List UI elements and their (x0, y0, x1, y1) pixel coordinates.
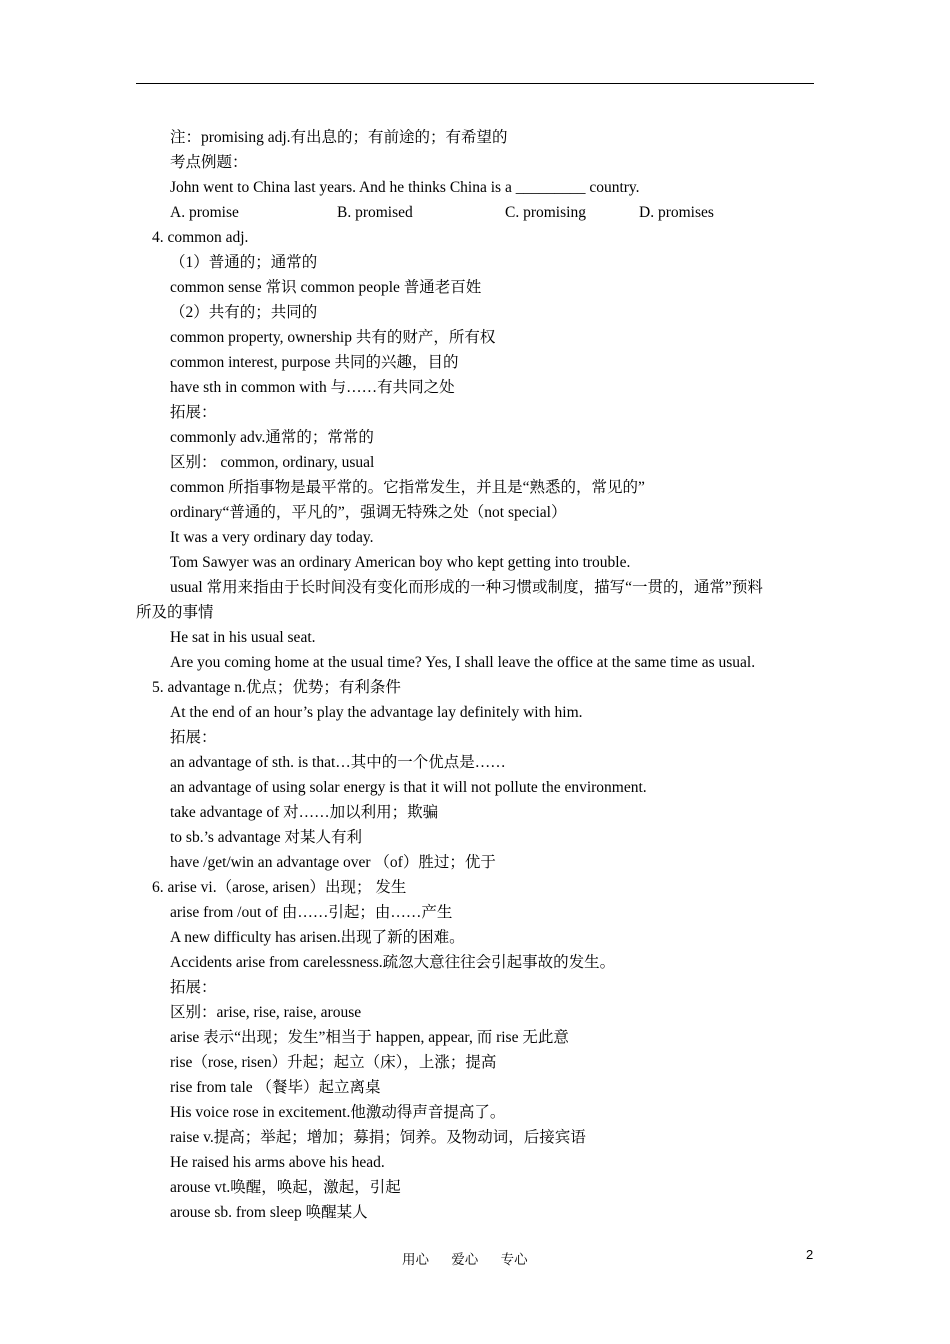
text-line: to sb.’s advantage 对某人有利 (170, 829, 363, 846)
text-line: arouse vt.唤醒，唤起，激起，引起 (170, 1179, 401, 1196)
text-line: raise v.提高；举起；增加；募捐；饲养。及物动词，后接宾语 (170, 1129, 586, 1146)
text-line: common sense 常识 common people 普通老百姓 (170, 279, 482, 296)
entry-heading-advantage: 5. advantage n.优点；优势；有利条件 (152, 679, 401, 696)
header-rule (136, 83, 814, 84)
example-sentence: He raised his arms above his head. (170, 1154, 385, 1171)
note-promising: 注：promising adj.有出息的；有前途的；有希望的 (170, 129, 508, 146)
text-line: （1）普通的；通常的 (170, 254, 318, 271)
text-line: common property, ownership 共有的财产，所有权 (170, 329, 496, 346)
example-sentence: He sat in his usual seat. (170, 629, 316, 646)
extension-heading: 拓展： (170, 979, 217, 996)
text-line: have /get/win an advantage over （of）胜过；优于 (170, 854, 496, 871)
extension-heading: 拓展： (170, 404, 217, 421)
text-line: arise 表示“出现；发生”相当于 happen, appear, 而 rise 无此意 (170, 1029, 569, 1046)
extension-heading: 拓展： (170, 729, 217, 746)
option-c: C. promising (505, 204, 586, 221)
exam-example-heading: 考点例题： (170, 154, 248, 171)
text-line: usual 常用来指由于长时间没有变化而形成的一种习惯或制度，描写“一贯的，通常”预料 (170, 579, 763, 596)
text-line: have sth in common with 与……有共同之处 (170, 379, 455, 396)
example-sentence: His voice rose in excitement.他激动得声音提高了。 (170, 1104, 506, 1121)
text-line: arise from /out of 由……引起；由……产生 (170, 904, 453, 921)
exam-question: John went to China last years. And he thinks China is a _________ country. (170, 179, 640, 196)
text-line-continued: 所及的事情 (136, 604, 214, 621)
text-line: common 所指事物是最平常的。它指常发生，并且是“熟悉的，常见的” (170, 479, 645, 496)
page-number: 2 (806, 1247, 814, 1262)
text-line: rise from tale （餐毕）起立离桌 (170, 1079, 381, 1096)
footer-motto: 用心 爱心 专心 (402, 1252, 528, 1268)
entry-heading-common: 4. common adj. (152, 229, 249, 246)
example-sentence: Accidents arise from carelessness.疏忽大意往往会引起事故的发生。 (170, 954, 616, 971)
text-line: ordinary“普通的，平凡的”，强调无特殊之处（not special） (170, 504, 567, 521)
text-line: common interest, purpose 共同的兴趣，目的 (170, 354, 459, 371)
option-b: B. promised (337, 204, 413, 221)
example-sentence: Are you coming home at the usual time? Yes, I shall leave the office at the same time as usual. (170, 654, 756, 671)
example-sentence: Tom Sawyer was an ordinary American boy who kept getting into trouble. (170, 554, 631, 571)
text-line: rise（rose, risen）升起；起立（床），上涨；提高 (170, 1054, 497, 1071)
text-line: an advantage of sth. is that…其中的一个优点是…… (170, 754, 506, 771)
option-d: D. promises (639, 204, 714, 221)
text-line: 区别： common, ordinary, usual (170, 454, 375, 471)
text-line: 区别：arise, rise, raise, arouse (170, 1004, 362, 1021)
text-line: commonly adv.通常的；常常的 (170, 429, 374, 446)
example-sentence: an advantage of using solar energy is that it will not pollute the environment. (170, 779, 647, 796)
example-sentence: It was a very ordinary day today. (170, 529, 374, 546)
text-line: （2）共有的；共同的 (170, 304, 318, 321)
entry-heading-arise: 6. arise vi.（arose, arisen）出现； 发生 (152, 879, 407, 896)
option-a: A. promise (170, 204, 239, 221)
text-line: arouse sb. from sleep 唤醒某人 (170, 1204, 368, 1221)
text-line: take advantage of 对……加以利用；欺骗 (170, 804, 439, 821)
example-sentence: At the end of an hour’s play the advantage lay definitely with him. (170, 704, 583, 721)
example-sentence: A new difficulty has arisen.出现了新的困难。 (170, 929, 465, 946)
